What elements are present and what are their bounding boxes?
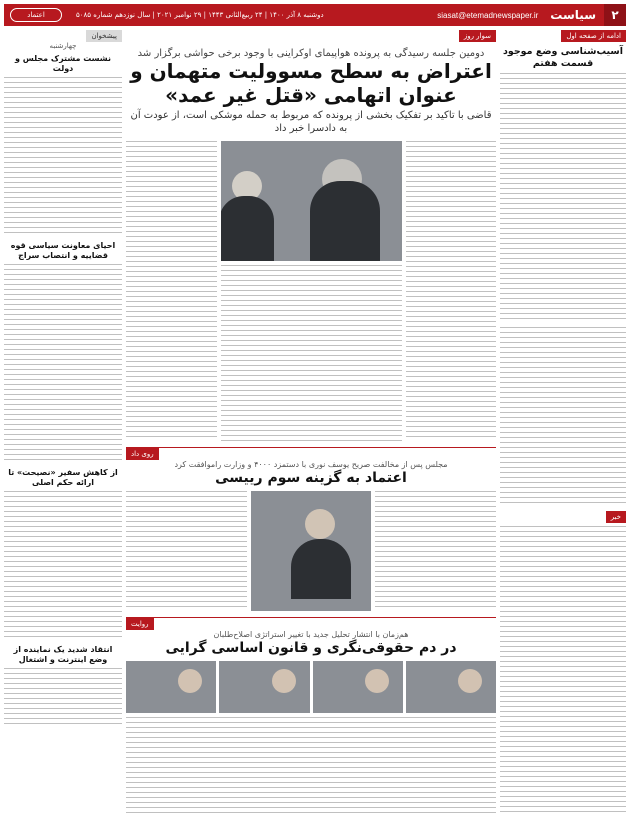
story2-photo [251,491,372,611]
right-column [500,30,626,816]
left-column [4,30,122,816]
story2-kicker: مجلس پس از مخالفت صریح یوسف نوری با دستمزد ۴۰۰۰ و وزارت راموافقت کرد [174,460,448,469]
main-headline: اعتراض به سطح مسوولیت متهمان و عنوان اتهامی «قتل غیر عمد» [130,59,492,107]
main-story-column-1 [406,141,497,441]
main-tag: سوار روز [459,30,496,42]
main-subtitle: قاضی با تاکید بر تفکیک بخشی از پرونده که مربوط به حمله موشکی است، از عودت آن به دادسرا خبر داد [130,110,492,134]
right-column-body-2 [500,327,626,507]
page-header [4,4,626,26]
main-story-column-3 [126,141,217,441]
right-column-tag: ادامه از صفحه اول [561,30,626,42]
left-headline-2: احیای معاونت سیاسی قوه قضاییه و انتصاب سراج [10,241,116,260]
story3-headline: در دم حقوقی‌نگری و قانون اساسی گرایی [165,640,457,656]
right-column-headline: آسیب‌شناسی وضع موجود قسمت هفتم [503,46,623,69]
portrait-photo-1 [406,661,496,713]
left-body-2 [4,264,122,464]
story3-tag: روایت [126,618,154,630]
newspaper-logo: اعتماد [10,8,62,22]
portrait-photo-3 [219,661,309,713]
website: siasat@etemadnewspaper.ir [437,10,539,20]
right-column-body-3 [500,526,626,816]
right-news-tag: خبر [606,511,626,523]
left-body-1 [4,77,122,237]
left-kicker-1: چهارشنبه [49,42,77,50]
section-title: سیاست [550,8,596,22]
left-body-3 [4,491,122,641]
story3-kicker: هم‌زمان با انتشار تحلیل جدید با تغییر استراتژی اصلاح‌طلبان [213,630,409,639]
story2-column-2 [126,491,247,611]
main-story-column-2 [221,265,402,441]
main-photo [221,141,402,261]
main-area [126,30,496,816]
issue-date: دوشنبه ۸ آذر ۱۴۰۰ | ۲۴ ربیع‌الثانی ۱۴۴۳ | ۲۹ نوامبر ۲۰۲۱ | سال نوزدهم شماره ۵۰۸۵ [76,11,324,19]
page-number: ۲ [604,4,626,26]
left-headline-4: انتقاد شدید یک نماینده از وضع اینترنت و اشتغال [13,645,113,664]
main-kicker: دومین جلسه رسیدگی به پرونده هواپیمای اوکراینی با وجود برخی حواشی برگزار شد [137,48,485,59]
mid-tag: روی داد [126,448,159,460]
left-headline-1: نشست مشترک مجلس و دولت [15,54,111,73]
story2-column-1 [375,491,496,611]
left-column-tag: پیشخوان [86,30,122,42]
portrait-photo-4 [126,661,216,713]
right-column-body [500,73,626,323]
story2-headline: اعتماد به گزینه سوم رییسی [215,470,407,486]
left-body-4 [4,668,122,728]
story3-body [126,717,496,816]
portrait-photo-2 [313,661,403,713]
left-headline-3: از کاهش سفیر «نصیحت» تا ارائه حکم اصلی [8,468,118,487]
